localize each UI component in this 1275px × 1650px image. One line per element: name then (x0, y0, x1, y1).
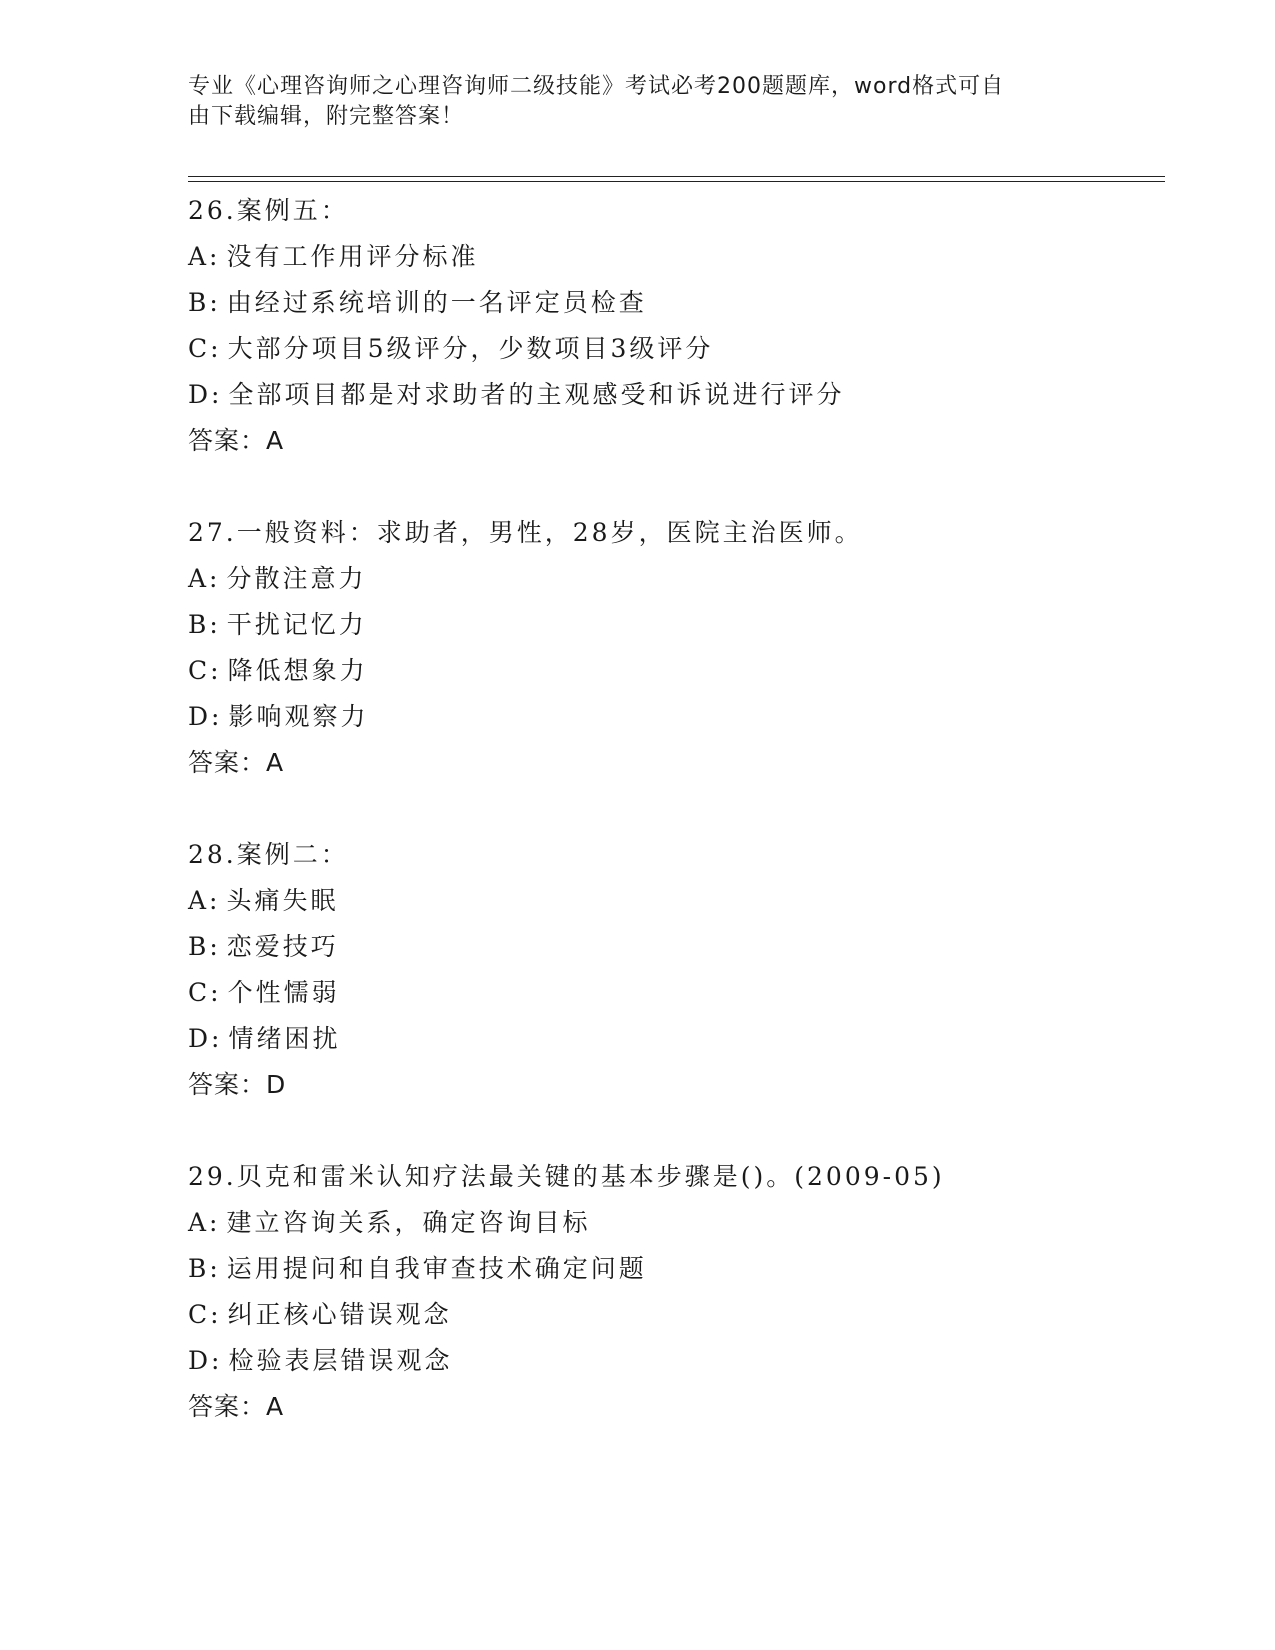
option-text: 影响观察力 (228, 702, 369, 731)
option-letter: B: (188, 288, 221, 317)
option-a (188, 556, 1168, 602)
question-26 (188, 188, 1168, 464)
option-b (188, 924, 1168, 970)
option-d (188, 1338, 1168, 1384)
option-letter: C: (188, 334, 222, 363)
answer-value: D (266, 1070, 287, 1099)
answer-line (188, 418, 1168, 464)
option-text: 情绪困扰 (228, 1024, 341, 1053)
option-text: 干扰记忆力 (226, 610, 367, 639)
answer-value: A (266, 1392, 285, 1421)
answer-line (188, 1062, 1168, 1108)
option-d (188, 372, 1168, 418)
option-c (188, 326, 1168, 372)
answer-value: A (266, 426, 285, 455)
option-c (188, 1292, 1168, 1338)
option-letter: D: (188, 1346, 223, 1375)
option-letter: C: (188, 656, 222, 685)
option-text: 运用提问和自我审查技术确定问题 (226, 1254, 647, 1283)
option-c (188, 970, 1168, 1016)
question-list (188, 188, 1168, 1476)
answer-value: A (266, 748, 285, 777)
option-letter: A: (188, 564, 221, 593)
option-text: 检验表层错误观念 (228, 1346, 453, 1375)
question-stem: 26.案例五： (188, 196, 349, 225)
option-text: 降低想象力 (227, 656, 368, 685)
document-header (188, 72, 1088, 132)
header-divider-top (188, 176, 1165, 177)
option-letter: B: (188, 932, 221, 961)
option-text: 纠正核心错误观念 (227, 1300, 452, 1329)
option-text: 全部项目都是对求助者的主观感受和诉说进行评分 (228, 380, 845, 409)
option-text: 分散注意力 (226, 564, 367, 593)
option-letter: A: (188, 886, 221, 915)
option-text: 大部分项目5级评分，少数项目3级评分 (227, 334, 714, 363)
option-c (188, 648, 1168, 694)
option-letter: C: (188, 978, 222, 1007)
option-text: 没有工作用评分标准 (226, 242, 479, 271)
option-text: 建立咨询关系，确定咨询目标 (226, 1208, 591, 1237)
header-line-2: 由下载编辑，附完整答案！ (188, 104, 465, 129)
question-stem: 28.案例二： (188, 840, 349, 869)
question-28 (188, 832, 1168, 1108)
answer-line (188, 740, 1168, 786)
option-text: 恋爱技巧 (226, 932, 339, 961)
option-letter: A: (188, 242, 221, 271)
option-a (188, 234, 1168, 280)
option-letter: B: (188, 1254, 221, 1283)
option-text: 个性懦弱 (227, 978, 340, 1007)
option-d (188, 694, 1168, 740)
option-text: 头痛失眠 (226, 886, 339, 915)
question-27 (188, 510, 1168, 786)
header-divider-bottom (188, 181, 1165, 182)
option-b (188, 280, 1168, 326)
option-letter: D: (188, 702, 223, 731)
question-stem: 29.贝克和雷米认知疗法最关键的基本步骤是()。(2009-05) (188, 1162, 945, 1191)
option-letter: D: (188, 380, 223, 409)
header-line-1: 专业《心理咨询师之心理咨询师二级技能》考试必考200题题库，word格式可自 (188, 74, 1005, 99)
option-letter: B: (188, 610, 221, 639)
question-stem: 27.一般资料：求助者，男性，28岁，医院主治医师。 (188, 518, 863, 547)
option-letter: D: (188, 1024, 223, 1053)
option-d (188, 1016, 1168, 1062)
option-a (188, 1200, 1168, 1246)
option-b (188, 602, 1168, 648)
option-text: 由经过系统培训的一名评定员检查 (226, 288, 647, 317)
option-letter: A: (188, 1208, 221, 1237)
option-letter: C: (188, 1300, 222, 1329)
option-a (188, 878, 1168, 924)
answer-label: 答案： (188, 748, 267, 777)
answer-label: 答案： (188, 426, 267, 455)
answer-line (188, 1384, 1168, 1430)
answer-label: 答案： (188, 1070, 267, 1099)
answer-label: 答案： (188, 1392, 267, 1421)
option-b (188, 1246, 1168, 1292)
question-29 (188, 1154, 1168, 1430)
